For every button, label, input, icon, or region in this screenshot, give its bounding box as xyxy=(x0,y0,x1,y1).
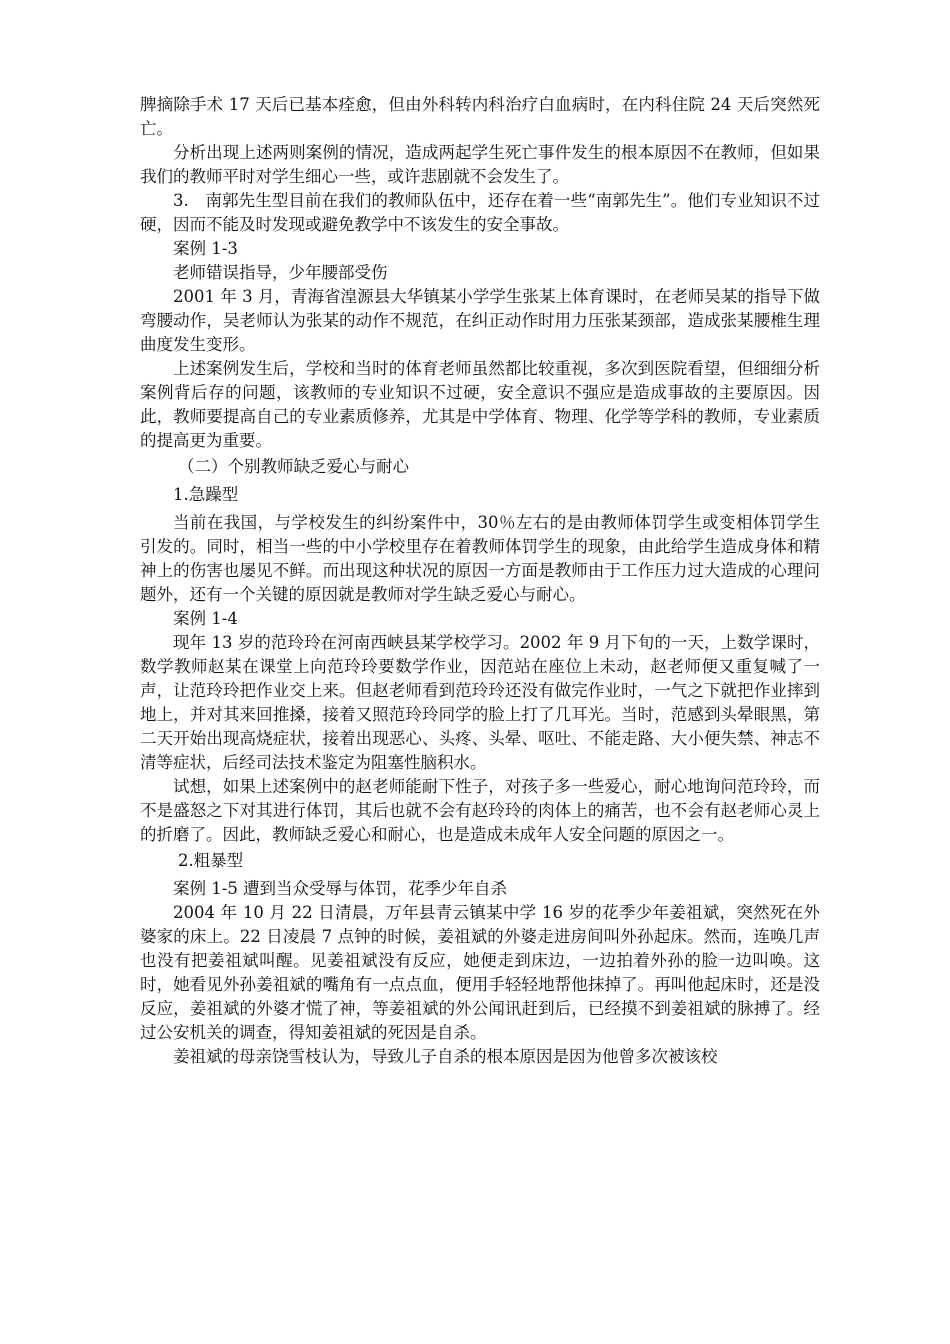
paragraph-continuation: 脾摘除手术 17 天后已基本痊愈，但由外科转内科治疗白血病时，在内科住院 24 天后突然死亡。 xyxy=(140,95,820,138)
paragraph-case-1-4-analysis: 试想，如果上述案例中的赵老师能耐下性子，对孩子多一些爱心，耐心地询问范玲玲，而不是盛怒之下对其进行体罚，其后也就不会有赵玲玲的肉体上的痛苦，也不会有赵老师心灵上的折磨了。因此，教师缺乏爱心和耐心，也是造成未成年人安全问题的原因之一。 xyxy=(140,777,820,844)
paragraph-case-1-3-body: 2001 年 3 月，青海省湟源县大华镇某小学学生张某上体育课时，在老师吴某的指导下做弯腰动作，吴老师认为张某的动作不规范，在纠正动作时用力压张某颈部，造成张某腰椎生理曲度发生变形。 xyxy=(140,287,820,354)
case-title-1-3: 老师错误指导，少年腰部受伤 xyxy=(173,263,388,282)
subheading-impatient-type: 1.急躁型 xyxy=(173,485,239,504)
paragraph-nanguo-type: 3. 南郭先生型目前在我们的教师队伍中，还存在着一些“南郭先生”。他们专业知识不过硬，因而不能及时发现或避免教学中不该发生的安全事故。 xyxy=(140,191,820,234)
paragraph-analysis: 分析出现上述两则案例的情况，造成两起学生死亡事件发生的根本原因不在教师，但如果我们的教师平时对学生细心一些，或许悲剧就不会发生了。 xyxy=(140,143,820,186)
case-label-1-3: 案例 1-3 xyxy=(173,239,238,258)
paragraph-case-1-5-body: 2004 年 10 月 22 日清晨，万年县青云镇某中学 16 岁的花季少年姜祖斌，突然死在外婆家的床上。22 日凌晨 7 点钟的时候，姜祖斌的外婆走进房间叫外孙起床。然而，连唤几声也没有把姜祖斌叫醒。见姜祖斌没有反应，她便走到床边，一边拍着外孙的脸一边叫唤。这时，她看见外孙姜祖斌的嘴角有一点点血，便用手轻轻地帮他抹掉了。再叫他起床时，还是没反应，姜祖斌的外婆才慌了神，等姜祖斌的外公闻讯赶到后，已经摸不到姜祖斌的脉搏了。经过公安机关的调查，得知姜祖斌的死因是自杀。 xyxy=(140,903,820,1042)
case-label-1-4: 案例 1-4 xyxy=(173,609,238,628)
section-heading-love-patience: （二）个别教师缺乏爱心与耐心 xyxy=(177,457,409,476)
subheading-rough-type: 2.粗暴型 xyxy=(177,851,244,870)
paragraph-case-1-3-analysis: 上述案例发生后，学校和当时的体育老师虽然都比较重视，多次到医院看望，但细细分析案例背后存的问题，该教师的专业知识不过硬，安全意识不强应是造成事故的主要原因。因此，教师要提高自己的专业素质修养，尤其是中学体育、物理、化学等学科的教师，专业素质的提高更为重要。 xyxy=(140,359,820,450)
case-title-1-5: 案例 1-5 遭到当众受辱与体罚，花季少年自杀 xyxy=(173,879,508,898)
paragraph-case-1-4-body: 现年 13 岁的范玲玲在河南西峡县某学校学习。2002 年 9 月下旬的一天，上数学课时，数学教师赵某在课堂上向范玲玲要数学作业，因范站在座位上未动，赵老师便又重复喊了一声，让范玲玲把作业交上来。但赵老师看到范玲玲还没有做完作业时，一气之下就把作业摔到地上，并对其来回推搡，接着又照范玲玲同学的脸上打了几耳光。当时，范感到头晕眼黑，第二天开始出现高烧症状，接着出现恶心、头疼、头晕、呕吐、不能走路、大小便失禁、神志不清等症状，后经司法技术鉴定为阻塞性脑积水。 xyxy=(140,633,820,772)
paragraph-impatient-intro: 当前在我国，与学校发生的纠纷案件中，30％左右的是由教师体罚学生或变相体罚学生引发的。同时，相当一些的中小学校里存在着教师体罚学生的现象，由此给学生造成身体和精神上的伤害也屡见不鲜。而出现这种状况的原因一方面是教师由于工作压力过大造成的心理问题外，还有一个关键的原因就是教师对学生缺乏爱心与耐心。 xyxy=(140,513,820,604)
document-page xyxy=(140,93,820,1069)
paragraph-case-1-5-mother: 姜祖斌的母亲饶雪枝认为，导致儿子自杀的根本原因是因为他曾多次被该校 xyxy=(173,1047,718,1066)
